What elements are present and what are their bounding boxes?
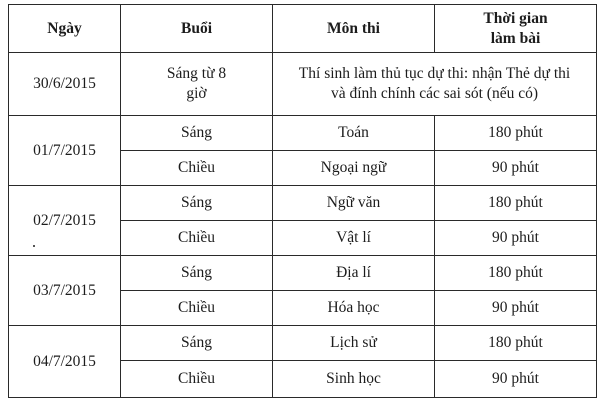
session-cell: Chiều xyxy=(121,291,273,326)
date-cell: 04/7/2015 xyxy=(9,326,121,398)
subject-cell: Vật lí xyxy=(273,221,435,256)
date-cell: 02/7/2015 xyxy=(9,186,121,256)
subject-cell: Hóa học xyxy=(273,291,435,326)
duration-cell: 180 phút xyxy=(435,326,597,361)
subject-cell: Ngữ văn xyxy=(273,186,435,221)
session-cell: Chiều xyxy=(121,361,273,398)
session-cell: Sáng xyxy=(121,186,273,221)
subject-cell: Toán xyxy=(273,116,435,151)
table-row xyxy=(9,256,597,291)
subject-cell: Sinh học xyxy=(273,361,435,398)
table-row xyxy=(9,53,597,116)
session-cell: Sáng từ 8 giờ xyxy=(121,53,273,116)
duration-cell: 180 phút xyxy=(435,186,597,221)
registration-note: Thí sinh làm thủ tục dự thi: nhận Thẻ dự thi và đính chính các sai sót (nếu có) xyxy=(273,53,597,116)
date-cell: 03/7/2015 xyxy=(9,256,121,326)
table-header-row xyxy=(9,5,597,53)
header-date: Ngày xyxy=(9,5,121,53)
subject-cell: Lịch sử xyxy=(273,326,435,361)
session-cell: Chiều xyxy=(121,151,273,186)
session-cell: Sáng xyxy=(121,326,273,361)
header-duration: Thời gian làm bài xyxy=(435,5,597,53)
table-row xyxy=(9,186,597,221)
duration-cell: 90 phút xyxy=(435,361,597,398)
session-cell: Sáng xyxy=(121,116,273,151)
header-subject: Môn thi xyxy=(273,5,435,53)
duration-cell: 180 phút xyxy=(435,256,597,291)
date-cell: 30/6/2015 xyxy=(9,53,121,116)
session-cell: Sáng xyxy=(121,256,273,291)
duration-cell: 90 phút xyxy=(435,221,597,256)
subject-cell: Địa lí xyxy=(273,256,435,291)
header-session: Buổi xyxy=(121,5,273,53)
duration-cell: 90 phút xyxy=(435,151,597,186)
table-row xyxy=(9,116,597,151)
date-cell: 01/7/2015 xyxy=(9,116,121,186)
table-row xyxy=(9,326,597,361)
exam-schedule-table xyxy=(8,4,597,398)
duration-cell: 180 phút xyxy=(435,116,597,151)
subject-cell: Ngoại ngữ xyxy=(273,151,435,186)
session-cell: Chiều xyxy=(121,221,273,256)
duration-cell: 90 phút xyxy=(435,291,597,326)
